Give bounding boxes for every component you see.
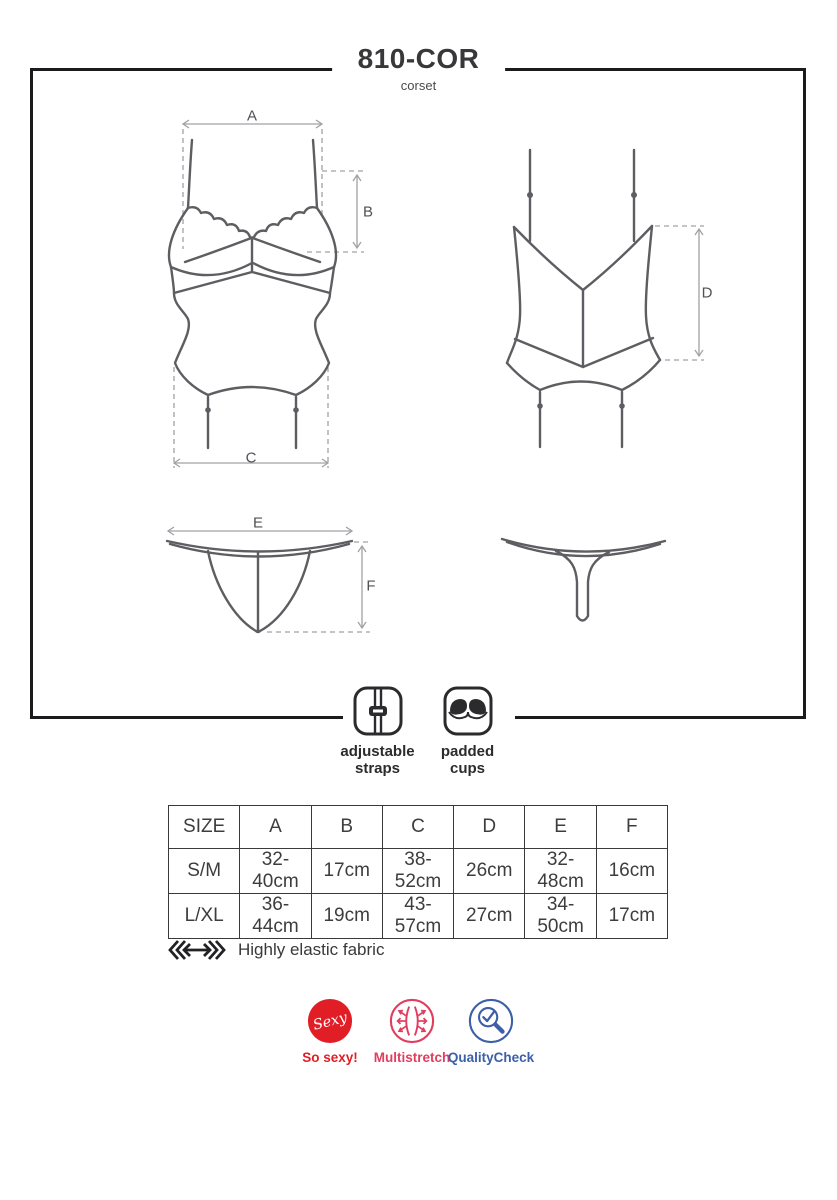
size-table-cell: 27cm — [454, 894, 525, 939]
size-table-row-lxl — [169, 894, 668, 939]
size-table-cell: 26cm — [454, 849, 525, 894]
size-table-cell: 36-44cm — [240, 894, 311, 939]
feature-adjustable-straps — [336, 686, 420, 777]
feature-label: adjustable straps — [340, 743, 415, 777]
thong-back-view — [502, 539, 665, 621]
size-table-header-cell: F — [596, 806, 667, 849]
sexy-stamp-icon — [307, 998, 353, 1044]
dimension-label-b: B — [362, 203, 374, 221]
feature-icons-row — [0, 686, 837, 777]
multistretch-icon — [389, 998, 435, 1044]
corset-front-view — [169, 120, 364, 468]
size-table-header-row — [169, 806, 668, 849]
size-table-cell: 43-57cm — [382, 894, 453, 939]
elastic-arrow-icon — [168, 938, 226, 962]
adjustable-straps-icon — [353, 686, 403, 736]
size-table-header-cell: B — [311, 806, 382, 849]
sexy-badge-label: So sexy! — [302, 1050, 358, 1065]
page-title — [332, 44, 506, 93]
size-table-size-cell: S/M — [169, 849, 240, 894]
size-table-header-cell: E — [525, 806, 596, 849]
padded-cups-icon — [443, 686, 493, 736]
size-table — [168, 805, 668, 939]
corset-back-view — [507, 150, 704, 447]
size-table-cell: 17cm — [311, 849, 382, 894]
size-table-header-cell: A — [240, 806, 311, 849]
garment-diagram — [33, 71, 803, 716]
svg-text:Sexy: Sexy — [311, 1009, 349, 1034]
size-table-cell: 32-40cm — [240, 849, 311, 894]
elastic-note — [168, 938, 384, 962]
feature-padded-cups — [426, 686, 510, 777]
dimension-label-d: D — [701, 284, 713, 302]
size-table-cell: 16cm — [596, 849, 667, 894]
size-table-row-sm — [169, 849, 668, 894]
multistretch-badge-label: Multistretch — [373, 1050, 451, 1065]
size-table-header-cell: C — [382, 806, 453, 849]
size-table-cell: 38-52cm — [382, 849, 453, 894]
dimension-label-e: E — [252, 514, 264, 532]
product-code: 810-COR — [357, 43, 480, 74]
elastic-note-text: Highly elastic fabric — [238, 940, 385, 959]
size-table-cell: 19cm — [311, 894, 382, 939]
size-table-cell: 17cm — [596, 894, 667, 939]
qualitycheck-badge-label: QualityCheck — [447, 1050, 535, 1065]
thong-front-view — [167, 527, 370, 632]
dimension-label-c: C — [245, 449, 257, 467]
size-table-header-cell: SIZE — [169, 806, 240, 849]
product-type: corset — [400, 77, 437, 93]
size-table-size-cell: L/XL — [169, 894, 240, 939]
size-table-header-cell: D — [454, 806, 525, 849]
feature-label: padded cups — [440, 743, 495, 777]
size-table-cell: 32-48cm — [525, 849, 596, 894]
qualitycheck-badge — [433, 998, 549, 1065]
dimension-label-f: F — [366, 577, 376, 595]
size-table-cell: 34-50cm — [525, 894, 596, 939]
dimension-label-a: A — [246, 107, 258, 125]
qualitycheck-magnifier-icon — [468, 998, 514, 1044]
